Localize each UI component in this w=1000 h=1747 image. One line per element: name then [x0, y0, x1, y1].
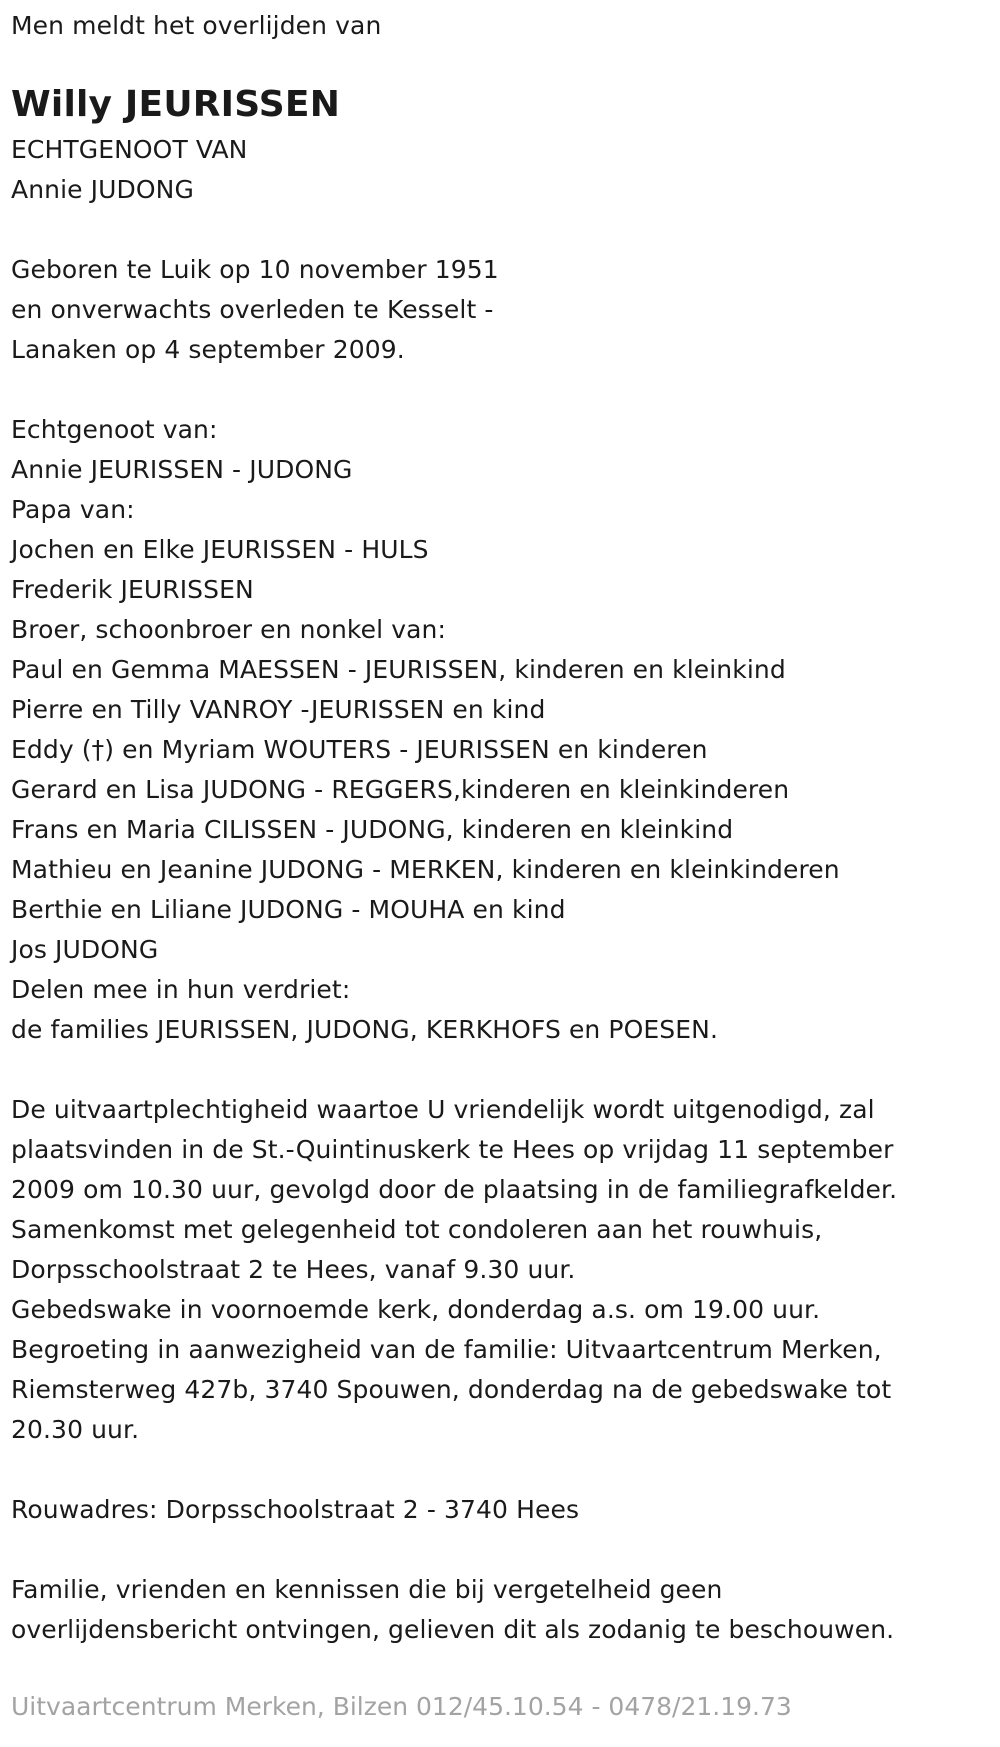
ceremony-line: Gebedswake in voornoemde kerk, donderdag a.s. om 19.00 uur. — [11, 1295, 821, 1324]
ceremony-line: Riemsterweg 427b, 3740 Spouwen, donderdag na de gebedswake tot — [11, 1375, 892, 1404]
family-line: Paul en Gemma MAESSEN - JEURISSEN, kinderen en kleinkind — [11, 655, 786, 684]
family-line: Jos JUDONG — [11, 935, 159, 964]
ceremony-line: Samenkomst met gelegenheid tot condoleren aan het rouwhuis, — [11, 1215, 823, 1244]
funeral-home-footer: Uitvaartcentrum Merken, Bilzen 012/45.10.54 - 0478/21.19.73 — [11, 1692, 792, 1721]
spouse-name: Annie JUDONG — [11, 175, 194, 204]
family-line: Eddy (†) en Myriam WOUTERS - JEURISSEN en kinderen — [11, 735, 708, 764]
family-line: Delen mee in hun verdriet: — [11, 975, 351, 1004]
birth-line: Geboren te Luik op 10 november 1951 — [11, 255, 499, 284]
spacer — [11, 210, 991, 250]
notice-line: Familie, vrienden en kennissen die bij vergetelheid geen — [11, 1575, 723, 1604]
family-line: de families JEURISSEN, JUDONG, KERKHOFS en POESEN. — [11, 1015, 718, 1044]
ceremony-line: Dorpsschoolstraat 2 te Hees, vanaf 9.30 uur. — [11, 1255, 576, 1284]
intro-line: Men meldt het overlijden van — [11, 11, 382, 40]
notice-line: overlijdensbericht ontvingen, gelieven dit als zodanig te beschouwen. — [11, 1615, 895, 1644]
family-line: Jochen en Elke JEURISSEN - HULS — [11, 535, 429, 564]
obituary-notice — [11, 0, 991, 1650]
ceremony-section — [11, 1090, 991, 1450]
ceremony-line: plaatsvinden in de St.-Quintinuskerk te Hees op vrijdag 11 september — [11, 1135, 894, 1164]
family-line: Berthie en Liliane JUDONG - MOUHA en kind — [11, 895, 566, 924]
spacer — [11, 370, 991, 410]
deceased-name: Willy JEURISSEN — [11, 84, 341, 125]
family-line: Annie JEURISSEN - JUDONG — [11, 455, 353, 484]
ceremony-line: De uitvaartplechtigheid waartoe U vriendelijk wordt uitgenodigd, zal — [11, 1095, 875, 1124]
mourning-address: Rouwadres: Dorpsschoolstraat 2 - 3740 Hees — [11, 1495, 580, 1524]
notice-section — [11, 1570, 991, 1650]
spacer — [11, 1530, 991, 1570]
family-line: Frederik JEURISSEN — [11, 575, 254, 604]
death-date-line: Lanaken op 4 september 2009. — [11, 335, 405, 364]
spacer — [11, 1450, 991, 1490]
spacer — [11, 1050, 991, 1090]
family-line: Papa van: — [11, 495, 135, 524]
death-line: en onverwachts overleden te Kesselt - — [11, 295, 494, 324]
ceremony-line: 20.30 uur. — [11, 1415, 140, 1444]
family-line: Pierre en Tilly VANROY -JEURISSEN en kind — [11, 695, 546, 724]
ceremony-line: 2009 om 10.30 uur, gevolgd door de plaatsing in de familiegrafkelder. — [11, 1175, 898, 1204]
family-line: Broer, schoonbroer en nonkel van: — [11, 615, 446, 644]
family-line: Gerard en Lisa JUDONG - REGGERS,kinderen en kleinkinderen — [11, 775, 790, 804]
ceremony-line: Begroeting in aanwezigheid van de familie: Uitvaartcentrum Merken, — [11, 1335, 882, 1364]
family-line: Echtgenoot van: — [11, 415, 218, 444]
family-line: Frans en Maria CILISSEN - JUDONG, kinderen en kleinkind — [11, 815, 734, 844]
spouse-title: ECHTGENOOT VAN — [11, 135, 248, 164]
family-section — [11, 410, 991, 1050]
life-section — [11, 250, 991, 370]
family-line: Mathieu en Jeanine JUDONG - MERKEN, kinderen en kleinkinderen — [11, 855, 840, 884]
